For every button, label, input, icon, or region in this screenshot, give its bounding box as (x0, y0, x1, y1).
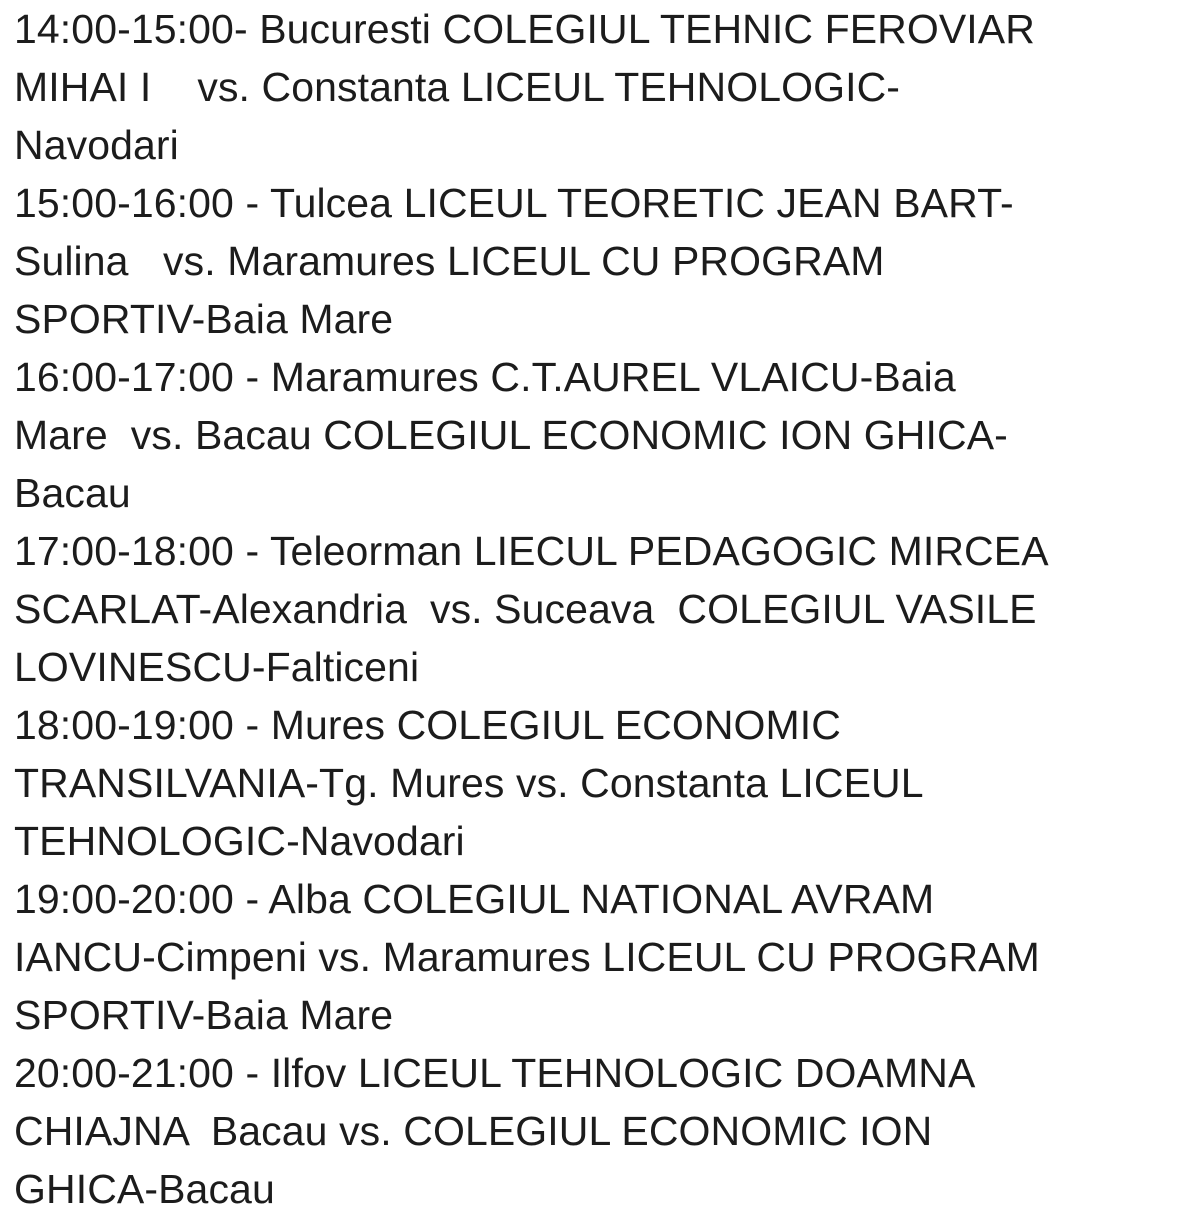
schedule-line: 17:00-18:00 - Teleorman LIECUL PEDAGOGIC MIRCEA (14, 528, 1049, 574)
schedule-line: Mare vs. Bacau COLEGIUL ECONOMIC ION GHICA- (14, 412, 1008, 458)
schedule-line: 20:00-21:00 - Ilfov LICEUL TEHNOLOGIC DOAMNA (14, 1050, 976, 1096)
schedule-line: Navodari (14, 122, 179, 168)
schedule-line: LOVINESCU-Falticeni (14, 644, 420, 690)
schedule-line: 19:00-20:00 - Alba COLEGIUL NATIONAL AVRAM (14, 876, 935, 922)
schedule-line: Sulina vs. Maramures LICEUL CU PROGRAM (14, 238, 885, 284)
schedule-line: SPORTIV-Baia Mare (14, 296, 394, 342)
schedule-line: CHIAJNA Bacau vs. COLEGIUL ECONOMIC ION (14, 1108, 933, 1154)
schedule-line: TEHNOLOGIC-Navodari (14, 818, 465, 864)
schedule-line: 16:00-17:00 - Maramures C.T.AUREL VLAICU-Baia (14, 354, 956, 400)
schedule-line: GHICA-Bacau (14, 1166, 275, 1212)
schedule-line: 15:00-16:00 - Tulcea LICEUL TEORETIC JEAN BART- (14, 180, 1014, 226)
schedule-line: MIHAI I vs. Constanta LICEUL TEHNOLOGIC- (14, 64, 901, 110)
match-schedule (14, 0, 1200, 1218)
schedule-line: Bacau (14, 470, 131, 516)
schedule-line: 18:00-19:00 - Mures COLEGIUL ECONOMIC (14, 702, 842, 748)
schedule-line: SPORTIV-Baia Mare (14, 992, 394, 1038)
schedule-line: TRANSILVANIA-Tg. Mures vs. Constanta LICEUL (14, 760, 924, 806)
schedule-line: IANCU-Cimpeni vs. Maramures LICEUL CU PROGRAM (14, 934, 1040, 980)
schedule-line: 14:00-15:00- Bucuresti COLEGIUL TEHNIC FEROVIAR (14, 6, 1035, 52)
schedule-line: SCARLAT-Alexandria vs. Suceava COLEGIUL VASILE (14, 586, 1037, 632)
